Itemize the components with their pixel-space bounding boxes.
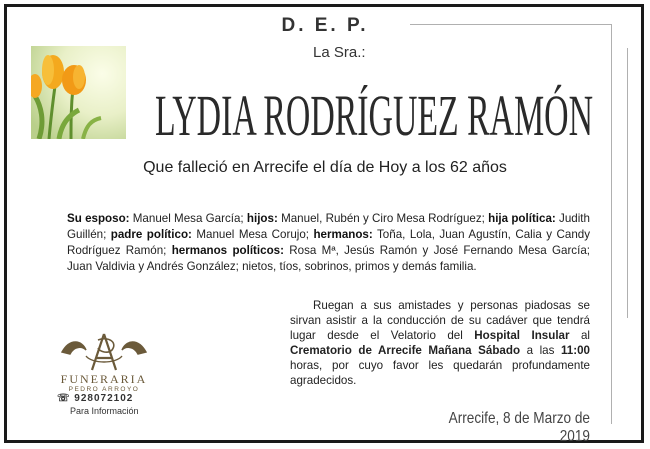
padre-politico: Manuel Mesa Corujo; <box>191 228 314 241</box>
thanks-part4: horas, por cuyo favor les quedarán profundamente agradecidos. <box>290 359 590 387</box>
thanks-paragraph <box>290 298 590 388</box>
decorative-line <box>611 24 612 424</box>
honorific: La Sra.: <box>313 44 366 61</box>
hijos: Manuel, Rubén y Ciro Mesa Rodríguez; <box>277 212 489 225</box>
hermanos-label: hermanos: <box>313 228 373 241</box>
hija-politica: Judith Guillén; <box>67 212 590 241</box>
phone-icon: ☏ <box>57 393 71 404</box>
funeraria-monogram-icon <box>62 334 146 370</box>
esposo-label: Su esposo: <box>67 212 130 225</box>
thanks-part1: Ruegan a sus amistades y personas piadosas se sirvan asistir a la conducción de su cadáver que tendrá lugar desde el Velatorio del <box>290 299 590 342</box>
family-list <box>67 211 590 275</box>
funeraria-name: FUNERARIA <box>60 372 148 386</box>
hermanos-politicos-label: hermanos políticos: <box>171 244 284 257</box>
thanks-time: 11:00 <box>560 344 590 357</box>
info-label: Para Información <box>70 406 139 416</box>
hija-politica-label: hija política: <box>488 212 556 225</box>
death-statement: Que falleció en Arrecife el día de Hoy a los 62 años <box>143 159 507 176</box>
tulips-image <box>31 46 126 139</box>
deceased-name <box>155 69 595 157</box>
hermanos: Toña, Lola, Juan Agustín, Calia y Candy Rodríguez Ramón; <box>67 228 591 257</box>
decorative-line <box>627 48 628 318</box>
funeraria-owner: PEDRO ARROYO <box>68 386 140 393</box>
deceased-name-text: LYDIA RODRÍGUEZ RAMÓN <box>155 83 593 148</box>
thanks-place2: Crematorio de Arrecife Mañana Sábado <box>290 344 521 357</box>
padre-politico-label: padre político: <box>110 228 192 241</box>
thanks-place1: Hospital Insular <box>474 329 570 342</box>
place-date: Arrecife, 8 de Marzo de 2019 <box>448 410 590 445</box>
thanks-part2: al <box>569 329 590 342</box>
phone-line <box>57 393 133 404</box>
phone-number: 928072102 <box>74 393 134 404</box>
hermanos-politicos: Rosa Mª, Jesús Ramón y José Fernando Mesa García; Juan Valdivia y Andrés González; nietos, tíos, sobrinos, primos y demás familia. <box>67 244 590 273</box>
hijos-label: hijos: <box>246 212 278 225</box>
thanks-part3: a las <box>520 344 561 357</box>
esposo: Manuel Mesa García; <box>129 212 247 225</box>
dep-heading: D. E. P. <box>281 15 369 36</box>
